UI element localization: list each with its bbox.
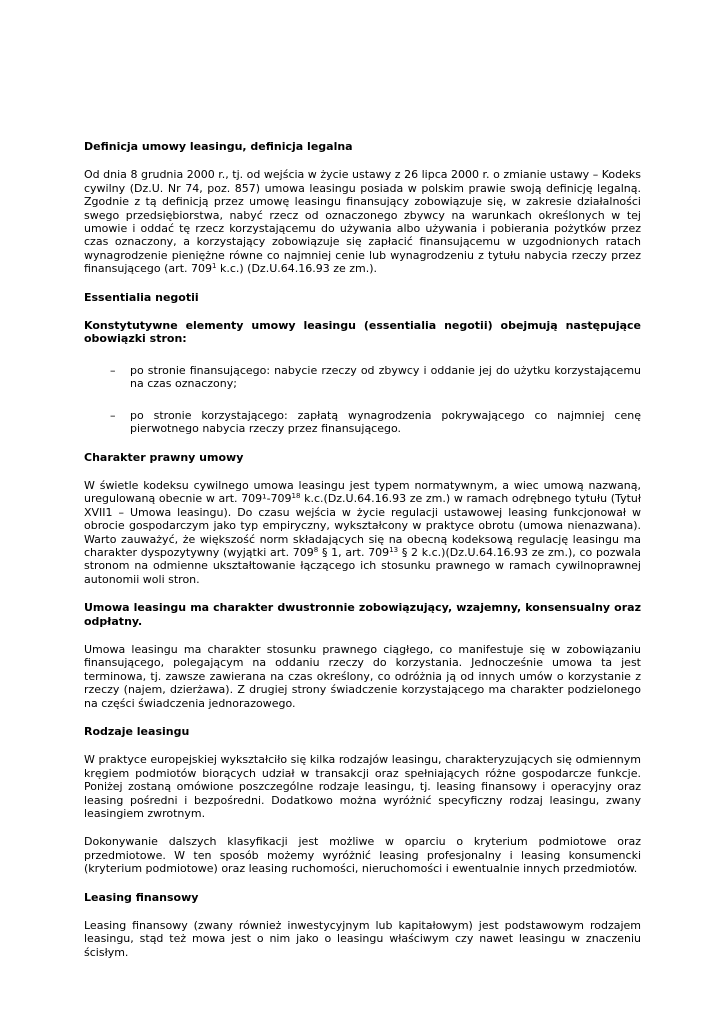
paragraph-leasing-types-1: W praktyce europejskiej wykształciło się kilka rodzajów leasingu, charakteryzujących się odmiennym kręgiem podmiotów biorących udział w transakcji oraz spełniających różne gospodarcze funkcje. Poniżej zostaną omówione poszczególne rodzaje leasingu, tj. leasing finansowy i operacyjny oraz leasing pośredni i bezpośredni. Dodatkowo można wyróżnić specyficzny rodzaj leasingu, zwany leasingiem zwrotnym.	[84, 753, 641, 821]
paragraph-legal-definition: Od dnia 8 grudnia 2000 r., tj. od wejścia w życie ustawy z 26 lipca 2000 r. o zmianie ustawy – Kodeks cywilny (Dz.U. Nr 74, poz. 857) umowa leasingu posiada w polskim prawie swoją definicję legalną. Zgodnie z tą definicją przez umowę leasingu finansujący zobowiązuje się, w zakresie działalności swego przedsiębiorstwa, nabyć rzecz od oznaczonego zbywcy na warunkach określonych w tej umowie i oddać tę rzecz korzystającemu do używania albo używania i pobierania pożytków przez czas oznaczony, a korzystający zobowiązuje się zapłacić finansującemu w uzgodnionych ratach wynagrodzenie pieniężne równe co najmniej cenie lub wynagrodzeniu z tytułu nabycia rzeczy przez finansującego (art. $709^1$ k.c.) (Dz.U.64.16.93 ze zm.).	[84, 168, 641, 276]
list-item: – po stronie korzystającego: zapłatą wynagrodzenia pokrywającego co najmniej cenę pierwotnego nabycia rzeczy przez finansującego.	[110, 408, 641, 436]
paragraph-contract-character: Umowa leasingu ma charakter stosunku prawnego ciągłego, co manifestuje się w zobowiązaniu finansującego, polegającym na oddaniu rzeczy do korzystania. Jednocześnie umowa ta jest terminowa, tj. zawsze zawierana na czas określony, co odróżnia ją od innych umów o korzystanie z rzeczy (najem, dzierżawa). Z drugiej strony świadczenie korzystającego ma charakter podzielonego na części świadczenia jednorazowego.	[84, 642, 641, 710]
paragraph-leasing-types-2: Dokonywanie dalszych klasyfikacji jest możliwe w oparciu o kryterium podmiotowe oraz przedmiotowe. W ten sposób możemy wyróżnić leasing profesjonalny i leasing konsumencki (kryterium podmiotowe) oraz leasing ruchomości, nieruchomości i ewentualnie innych przedmiotów.	[84, 835, 641, 876]
heading-contract-character: Umowa leasingu ma charakter dwustronnie zobowiązujący, wzajemny, konsensualny oraz odpłatny.	[84, 601, 641, 628]
subheading-constitutive-elements: Konstytutywne elementy umowy leasingu (essentialia negotii) obejmują następujące obowiązki stron:	[84, 319, 641, 346]
heading-essentialia: Essentialia negotii	[84, 290, 199, 304]
obligations-list	[84, 364, 641, 436]
document-content	[84, 140, 641, 959]
list-item: – po stronie finansującego: nabycie rzeczy od zbywcy i oddanie jej do użytku korzystającemu na czas oznaczony;	[110, 363, 641, 391]
heading-leasing-types: Rodzaje leasingu	[84, 725, 190, 738]
paragraph-legal-character: W świetle kodeksu cywilnego umowa leasingu jest typem normatywnym, a wiec umową nazwaną, uregulowaną obecnie w art. $709^1-709^{18}$ k.c.(Dz.U.64.16.93 ze zm.) w ramach odrębnego tytułu (Tytuł XVII1 – Umowa leasingu). Do czasu wejścia w życie regulacji ustawowej leasing funkcjonował w obrocie gospodarczym jako typ empiryczny, wykształcony w praktyce obrotu (umowa nienazwana). Warto zauważyć, że większość norm składających się na obecną kodeksową regulację leasingu ma charakter dyspozytywny (wyjątki art. $709^8$ § 1, art. $709^{13}$ § 2 k.c.)(Dz.U.64.16.93 ze zm.), co pozwala stronom na odmienne ukształtowanie łączącego ich stosunku prawnego w ramach cywilnoprawnej autonomii woli stron.	[84, 478, 641, 586]
paragraph-financial-leasing: Leasing finansowy (zwany również inwestycyjnym lub kapitałowym) jest podstawowym rodzajem leasingu, stąd też mowa jest o nim jako o leasingu właściwym czy nawet leasingu w znaczeniu ścisłym.	[84, 919, 641, 959]
heading-legal-character: Charakter prawny umowy	[84, 450, 244, 464]
heading-financial-leasing: Leasing finansowy	[84, 890, 199, 904]
heading-legal-definition: Definicja umowy leasingu, definicja legalna	[84, 140, 353, 153]
